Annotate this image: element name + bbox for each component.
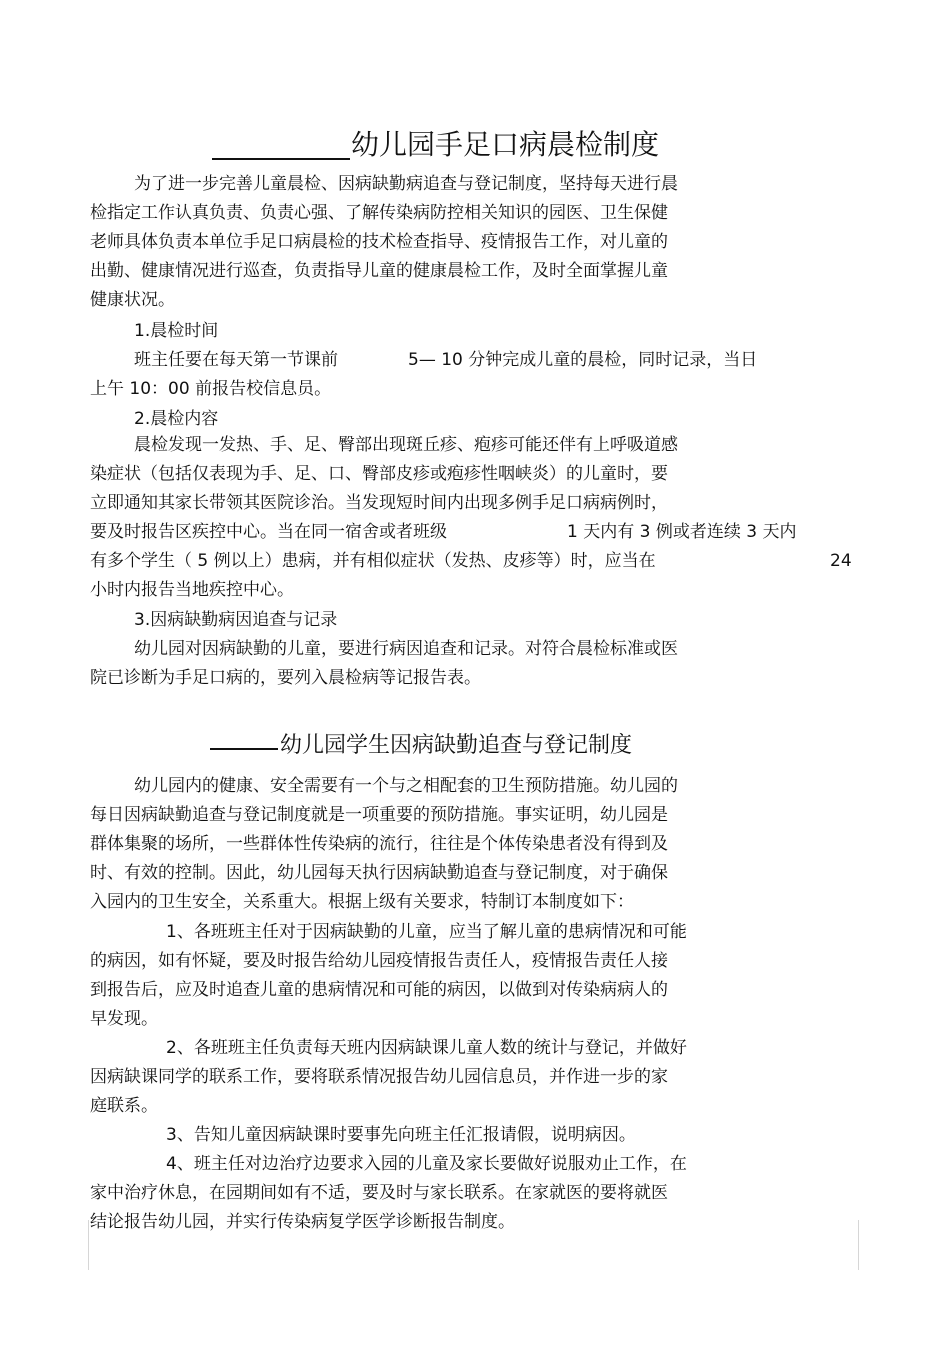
item1-line-1b: 5— 10 分钟完成儿童的晨检，同时记录，当日 xyxy=(408,350,758,370)
page-edge-left xyxy=(88,1220,89,1270)
rule2-line-1: 2、各班班主任负责每天班内因病缺课儿童人数的统计与登记，并做好 xyxy=(166,1038,687,1058)
item3-line-2: 院已诊断为手足口病的，要列入晨检病等记报告表。 xyxy=(90,668,481,688)
rule1-line-3: 到报告后，应及时追查儿童的患病情况和可能的病因，以做到对传染病病人的 xyxy=(90,980,668,1000)
rule4-line-3: 结论报告幼儿园，并实行传染病复学医学诊断报告制度。 xyxy=(90,1212,515,1232)
item2-line-1: 晨检发现一发热、手、足、臀部出现斑丘疹、疱疹可能还伴有上呼吸道感 xyxy=(134,435,678,455)
rule1-line-4: 早发现。 xyxy=(90,1009,158,1029)
s2-intro-line-2: 每日因病缺勤追查与登记制度就是一项重要的预防措施。事实证明，幼儿园是 xyxy=(90,805,668,825)
item2-line-2: 染症状（包括仅表现为手、足、口、臀部皮疹或疱疹性咽峡炎）的儿童时，要 xyxy=(90,464,668,484)
item1-line-1a: 班主任要在每天第一节课前 xyxy=(134,350,338,370)
item2-heading: 2.晨检内容 xyxy=(134,409,219,429)
intro-line-4: 出勤、健康情况进行巡查，负责指导儿童的健康晨检工作，及时全面掌握儿童 xyxy=(90,261,668,281)
rule2-line-2: 因病缺课同学的联系工作，要将联系情况报告幼儿园信息员，并作进一步的家 xyxy=(90,1067,668,1087)
page-edge-right xyxy=(858,1220,859,1270)
intro-line-5: 健康状况。 xyxy=(90,290,175,310)
item2-line-5b: 24 xyxy=(830,551,852,571)
s2-intro-line-1: 幼儿园内的健康、安全需要有一个与之相配套的卫生预防措施。幼儿园的 xyxy=(134,776,678,796)
intro-line-3: 老师具体负责本单位手足口病晨检的技术检查指导、疫情报告工作，对儿童的 xyxy=(90,232,668,252)
item3-heading: 3.因病缺勤病因追查与记录 xyxy=(134,610,338,630)
rule3-line-1: 3、告知儿童因病缺课时要事先向班主任汇报请假，说明病因。 xyxy=(166,1125,636,1145)
item1-line-2: 上午 10：00 前报告校信息员。 xyxy=(90,379,332,399)
page-title: 幼儿园手足口病晨检制度 xyxy=(351,128,660,161)
item2-line-5a: 有多个学生（ 5 例以上）患病，并有相似症状（发热、皮疹等）时，应当在 xyxy=(90,551,656,571)
item3-line-1: 幼儿园对因病缺勤的儿童，要进行病因追查和记录。对符合晨检标准或医 xyxy=(134,639,678,659)
rule2-line-3: 庭联系。 xyxy=(90,1096,158,1116)
item2-line-6: 小时内报告当地疾控中心。 xyxy=(90,580,294,600)
intro-line-1: 为了进一步完善儿童晨检、因病缺勤病追查与登记制度，坚持每天进行晨 xyxy=(134,174,678,194)
item2-line-4a: 要及时报告区疾控中心。当在同一宿舍或者班级 xyxy=(90,522,447,542)
section2-title: 幼儿园学生因病缺勤追查与登记制度 xyxy=(280,733,633,758)
rule1-line-2: 的病因，如有怀疑，要及时报告给幼儿园疫情报告责任人，疫情报告责任人接 xyxy=(90,951,668,971)
rule4-line-2: 家中治疗休息，在园期间如有不适，要及时与家长联系。在家就医的要将就医 xyxy=(90,1183,668,1203)
title2-blank-line xyxy=(210,748,278,750)
s2-intro-line-4: 时、有效的控制。因此，幼儿园每天执行因病缺勤追查与登记制度，对于确保 xyxy=(90,863,668,883)
intro-line-2: 检指定工作认真负责、负责心强、了解传染病防控相关知识的园医、卫生保健 xyxy=(90,203,668,223)
s2-intro-line-3: 群体集聚的场所，一些群体性传染病的流行，往往是个体传染患者没有得到及 xyxy=(90,834,668,854)
s2-intro-line-5: 入园内的卫生安全，关系重大。根据上级有关要求，特制订本制度如下： xyxy=(90,892,634,912)
rule4-line-1: 4、班主任对边治疗边要求入园的儿童及家长要做好说服劝止工作，在 xyxy=(166,1154,687,1174)
title-blank-line xyxy=(212,158,350,160)
item2-line-3: 立即通知其家长带领其医院诊治。当发现短时间内出现多例手足口病病例时， xyxy=(90,493,668,513)
rule1-line-1: 1、各班班主任对于因病缺勤的儿童，应当了解儿童的患病情况和可能 xyxy=(166,922,687,942)
item2-line-4b: 1 天内有 3 例或者连续 3 天内 xyxy=(567,522,797,542)
item1-heading: 1.晨检时间 xyxy=(134,321,219,341)
